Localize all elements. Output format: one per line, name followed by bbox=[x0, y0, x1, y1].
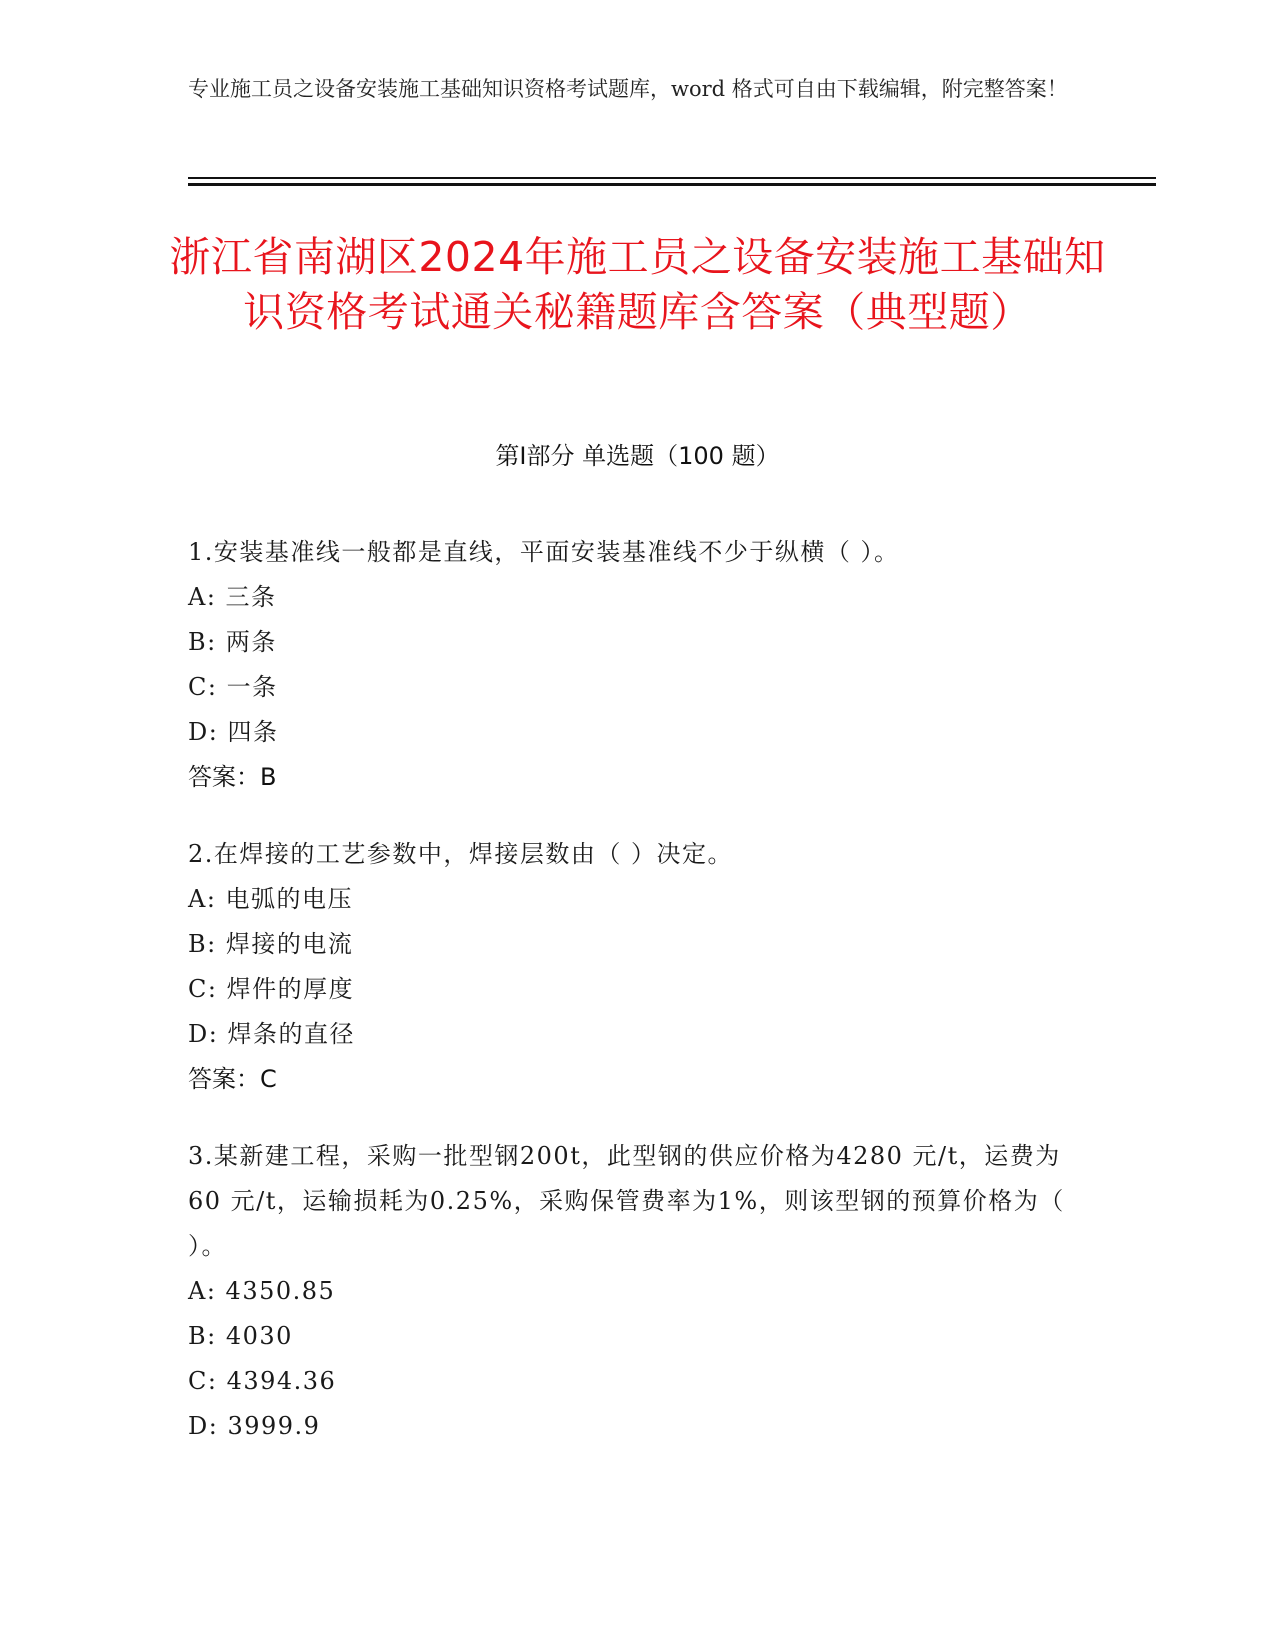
question-stem: 2.在焊接的工艺参数中，焊接层数由（ ）决定。 bbox=[188, 840, 734, 868]
question-stem: 1.安装基准线一般都是直线，平面安装基准线不少于纵横（ ）。 bbox=[188, 538, 900, 566]
header-rule-thick bbox=[188, 183, 1156, 186]
option-c: C: 4394.36 bbox=[188, 1367, 337, 1395]
answer-line: 答案：B bbox=[188, 763, 277, 791]
option-a: A: 电弧的电压 bbox=[188, 885, 354, 913]
option-b: B: 两条 bbox=[188, 628, 277, 656]
question-2 bbox=[188, 832, 1088, 1102]
question-3 bbox=[188, 1134, 1088, 1449]
option-b: B: 焊接的电流 bbox=[188, 930, 354, 958]
option-a: A: 三条 bbox=[188, 583, 277, 611]
option-d: D: 3999.9 bbox=[188, 1412, 321, 1440]
answer-line: 答案：C bbox=[188, 1065, 277, 1093]
option-d: D: 焊条的直径 bbox=[188, 1020, 355, 1048]
option-d: D: 四条 bbox=[188, 718, 279, 746]
option-b: B: 4030 bbox=[188, 1322, 293, 1350]
header-rule-thin bbox=[188, 177, 1156, 179]
option-c: C: 焊件的厚度 bbox=[188, 975, 355, 1003]
document-title: 浙江省南湖区2024年施工员之设备安装施工基础知识资格考试通关秘籍题库含答案（典型题） bbox=[169, 233, 1106, 336]
question-list bbox=[188, 530, 1088, 1481]
option-c: C: 一条 bbox=[188, 673, 278, 701]
question-stem: 3.某新建工程，采购一批型钢200t，此型钢的供应价格为4280 元/t，运费为60 元/t，运输损耗为0.25%，采购保管费率为1%，则该型钢的预算价格为（ ）。 bbox=[188, 1142, 1065, 1260]
header-note: 专业施工员之设备安装施工基础知识资格考试题库，word 格式可自由下载编辑，附完整答案！ bbox=[188, 77, 1068, 101]
section-heading: 第Ⅰ部分 单选题（100 题） bbox=[495, 442, 780, 470]
option-a: A: 4350.85 bbox=[188, 1277, 336, 1305]
question-1 bbox=[188, 530, 1088, 800]
